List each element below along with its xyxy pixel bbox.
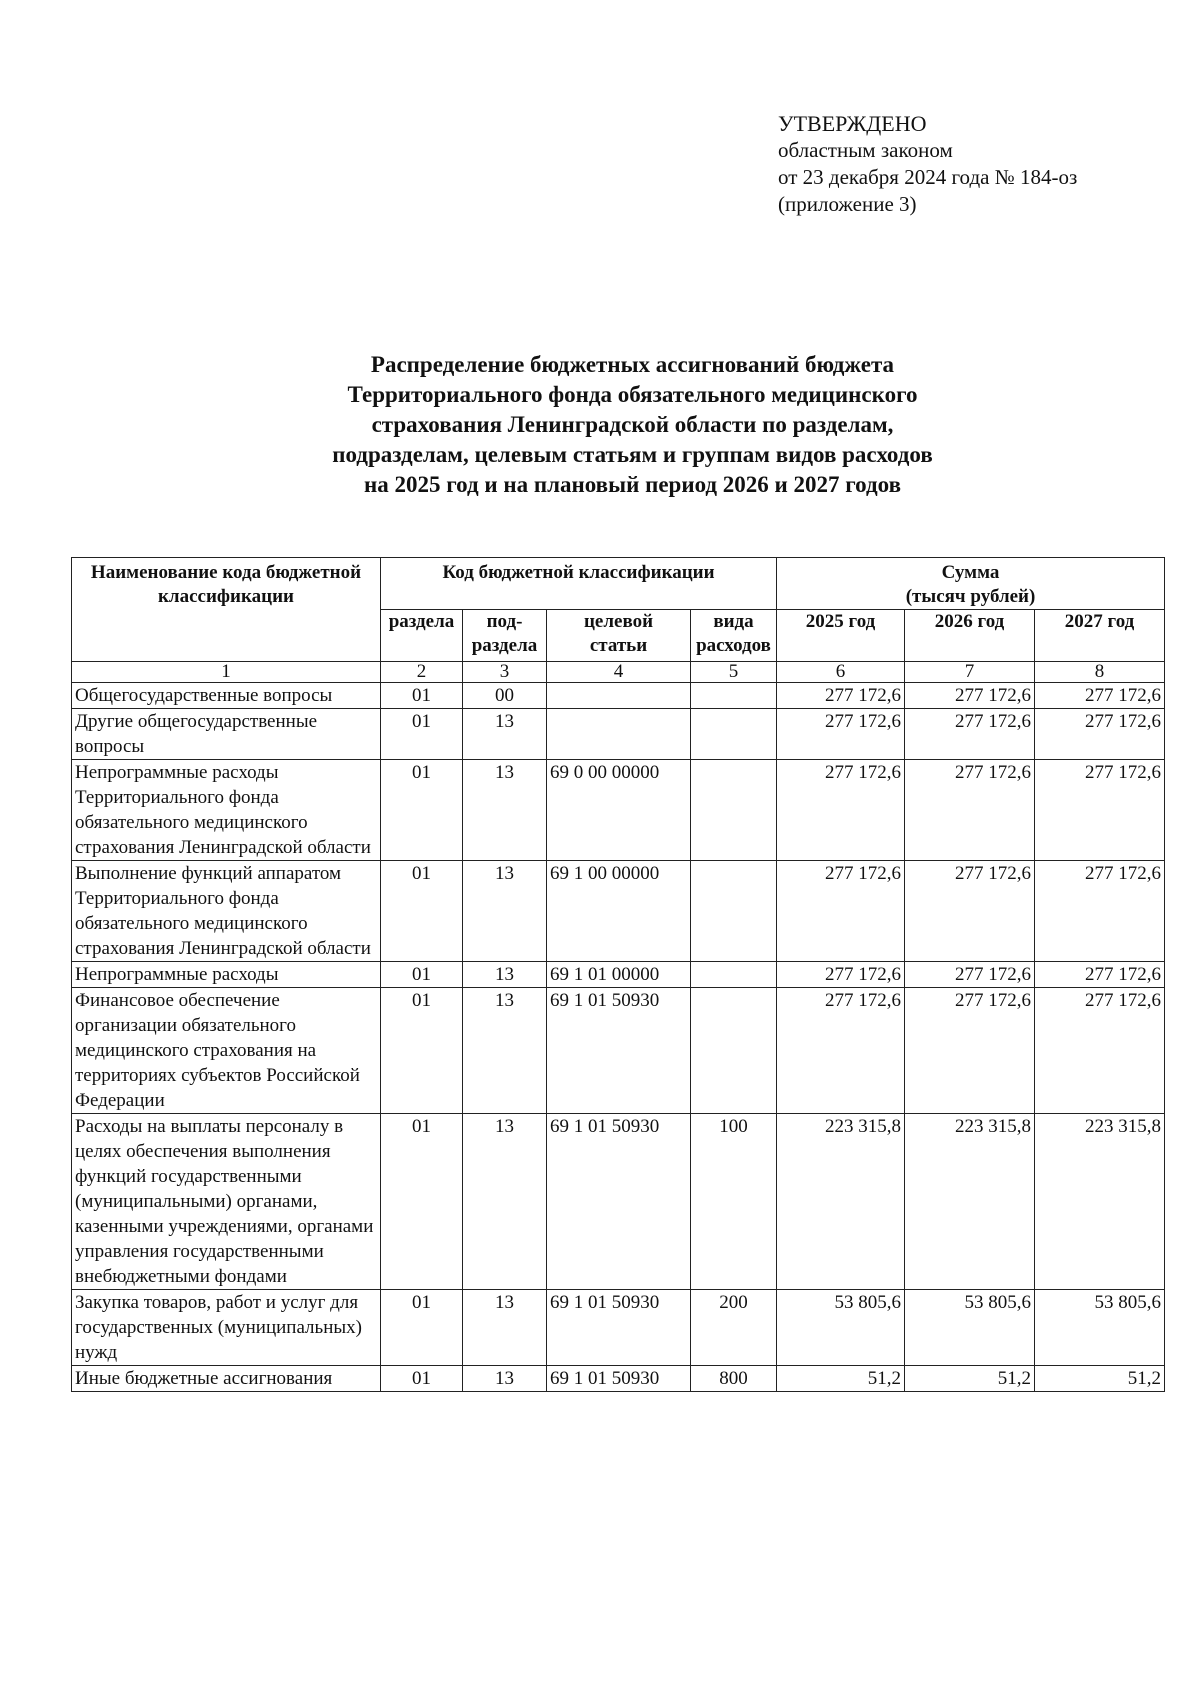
cell-2025: 223 315,8 <box>777 1114 905 1290</box>
cell-vid <box>691 709 777 760</box>
cell-2026: 277 172,6 <box>905 988 1035 1114</box>
cell-2027: 277 172,6 <box>1035 683 1165 709</box>
cell-vid <box>691 962 777 988</box>
approval-heading: УТВЕРЖДЕНО <box>778 111 927 136</box>
title-line: подразделам, целевым статьям и группам видов расходов <box>332 442 933 467</box>
header-sum-group <box>777 558 1165 610</box>
column-number: 8 <box>1035 662 1165 683</box>
title-line: Территориального фонда обязательного медицинского <box>347 382 918 407</box>
table-row <box>72 1366 1165 1392</box>
header-target-label: целевой <box>583 611 654 632</box>
cell-name: Закупка товаров, работ и услуг для государственных (муниципальных) нужд <box>72 1290 381 1366</box>
cell-razdel: 01 <box>381 683 463 709</box>
cell-vid <box>691 988 777 1114</box>
header-2025 <box>777 610 905 662</box>
cell-2025: 53 805,6 <box>777 1290 905 1366</box>
column-number: 6 <box>777 662 905 683</box>
cell-name: Общегосударственные вопросы <box>72 683 381 709</box>
cell-2027: 277 172,6 <box>1035 962 1165 988</box>
cell-2026: 277 172,6 <box>905 760 1035 861</box>
cell-podrazdel: 00 <box>463 683 547 709</box>
title-line: страхования Ленинградской области по разделам, <box>371 412 894 437</box>
cell-2027: 223 315,8 <box>1035 1114 1165 1290</box>
cell-name: Иные бюджетные ассигнования <box>72 1366 381 1392</box>
table-row <box>72 683 1165 709</box>
cell-razdel: 01 <box>381 1366 463 1392</box>
column-number: 1 <box>72 662 381 683</box>
column-number: 7 <box>905 662 1035 683</box>
cell-target: 69 1 01 50930 <box>547 1366 691 1392</box>
header-row-1 <box>72 558 1165 610</box>
header-name <box>72 558 381 662</box>
header-2026-label: 2026 год <box>934 611 1005 632</box>
cell-name: Расходы на выплаты персоналу в целях обеспечения выполнения функций государственными (муниципальными) органами, казенными учреждениями, органами управления государственными внебюджетными фондами <box>72 1114 381 1290</box>
cell-vid <box>691 760 777 861</box>
column-number: 4 <box>547 662 691 683</box>
cell-2026: 51,2 <box>905 1366 1035 1392</box>
header-vid <box>691 610 777 662</box>
cell-name: Другие общегосударственные вопросы <box>72 709 381 760</box>
cell-target: 69 0 00 00000 <box>547 760 691 861</box>
cell-podrazdel: 13 <box>463 861 547 962</box>
cell-podrazdel: 13 <box>463 1114 547 1290</box>
header-vid-label: вида <box>713 611 754 632</box>
header-2025-label: 2025 год <box>805 611 876 632</box>
table-row <box>72 861 1165 962</box>
column-number: 3 <box>463 662 547 683</box>
table-row <box>72 709 1165 760</box>
header-sum-units: (тысяч рублей) <box>905 586 1036 607</box>
header-vid-label: расходов <box>696 635 771 656</box>
header-podrazdel-label: раздела <box>471 635 538 656</box>
cell-2026: 277 172,6 <box>905 709 1035 760</box>
cell-razdel: 01 <box>381 760 463 861</box>
header-target-label: статьи <box>589 635 648 656</box>
cell-razdel: 01 <box>381 1290 463 1366</box>
cell-2027: 277 172,6 <box>1035 988 1165 1114</box>
cell-vid: 100 <box>691 1114 777 1290</box>
table-row <box>72 760 1165 861</box>
cell-target: 69 1 01 50930 <box>547 1114 691 1290</box>
cell-podrazdel: 13 <box>463 962 547 988</box>
header-sum-label: Сумма <box>941 562 1000 583</box>
cell-podrazdel: 13 <box>463 760 547 861</box>
cell-name: Выполнение функций аппаратом Территориального фонда обязательного медицинского страхования Ленинградской области <box>72 861 381 962</box>
header-2026 <box>905 610 1035 662</box>
cell-vid <box>691 683 777 709</box>
cell-razdel: 01 <box>381 962 463 988</box>
header-podrazdel-label: под- <box>486 611 523 632</box>
cell-razdel: 01 <box>381 1114 463 1290</box>
cell-2026: 277 172,6 <box>905 962 1035 988</box>
column-number-row <box>72 662 1165 683</box>
header-razdel <box>381 610 463 662</box>
approval-line-1: областным законом <box>778 138 953 162</box>
cell-target <box>547 709 691 760</box>
cell-target: 69 1 01 00000 <box>547 962 691 988</box>
cell-2025: 51,2 <box>777 1366 905 1392</box>
budget-table <box>71 557 1165 1392</box>
header-target <box>547 610 691 662</box>
document-title <box>0 350 1200 500</box>
cell-name: Непрограммные расходы Территориального фонда обязательного медицинского страхования Ленинградской области <box>72 760 381 861</box>
cell-target: 69 1 01 50930 <box>547 1290 691 1366</box>
cell-podrazdel: 13 <box>463 988 547 1114</box>
cell-podrazdel: 13 <box>463 709 547 760</box>
table-row <box>72 1290 1165 1366</box>
cell-target <box>547 683 691 709</box>
cell-podrazdel: 13 <box>463 1290 547 1366</box>
cell-2027: 51,2 <box>1035 1366 1165 1392</box>
cell-razdel: 01 <box>381 709 463 760</box>
cell-target: 69 1 00 00000 <box>547 861 691 962</box>
header-name-label: Наименование кода бюджетной классификации <box>90 562 362 607</box>
cell-2026: 223 315,8 <box>905 1114 1035 1290</box>
cell-2027: 277 172,6 <box>1035 760 1165 861</box>
header-code-label: Код бюджетной классификации <box>442 562 715 583</box>
cell-2026: 277 172,6 <box>905 683 1035 709</box>
cell-2027: 53 805,6 <box>1035 1290 1165 1366</box>
header-podrazdel <box>463 610 547 662</box>
cell-vid <box>691 861 777 962</box>
cell-2027: 277 172,6 <box>1035 861 1165 962</box>
cell-name: Финансовое обеспечение организации обязательного медицинского страхования на территориях субъектов Российской Федерации <box>72 988 381 1114</box>
header-code-group <box>381 558 777 610</box>
budget-table-body <box>72 662 1165 1392</box>
cell-name: Непрограммные расходы <box>72 962 381 988</box>
cell-2025: 277 172,6 <box>777 861 905 962</box>
cell-2025: 277 172,6 <box>777 709 905 760</box>
cell-2025: 277 172,6 <box>777 962 905 988</box>
cell-2025: 277 172,6 <box>777 988 905 1114</box>
table-row <box>72 1114 1165 1290</box>
cell-razdel: 01 <box>381 988 463 1114</box>
header-razdel-label: раздела <box>388 611 455 632</box>
approval-line-2: от 23 декабря 2024 года № 184-оз <box>778 165 1078 189</box>
cell-2025: 277 172,6 <box>777 760 905 861</box>
column-number: 5 <box>691 662 777 683</box>
title-line: на 2025 год и на плановый период 2026 и 2027 годов <box>364 472 901 497</box>
table-row <box>72 988 1165 1114</box>
cell-vid: 800 <box>691 1366 777 1392</box>
cell-razdel: 01 <box>381 861 463 962</box>
approval-line-3: (приложение 3) <box>778 192 917 216</box>
header-2027 <box>1035 610 1165 662</box>
cell-2026: 53 805,6 <box>905 1290 1035 1366</box>
cell-podrazdel: 13 <box>463 1366 547 1392</box>
cell-2025: 277 172,6 <box>777 683 905 709</box>
cell-vid: 200 <box>691 1290 777 1366</box>
approval-stamp <box>778 110 1077 218</box>
title-line: Распределение бюджетных ассигнований бюджета <box>370 352 895 377</box>
table-row <box>72 962 1165 988</box>
cell-2026: 277 172,6 <box>905 861 1035 962</box>
column-number: 2 <box>381 662 463 683</box>
cell-2027: 277 172,6 <box>1035 709 1165 760</box>
cell-target: 69 1 01 50930 <box>547 988 691 1114</box>
header-2027-label: 2027 год <box>1064 611 1135 632</box>
